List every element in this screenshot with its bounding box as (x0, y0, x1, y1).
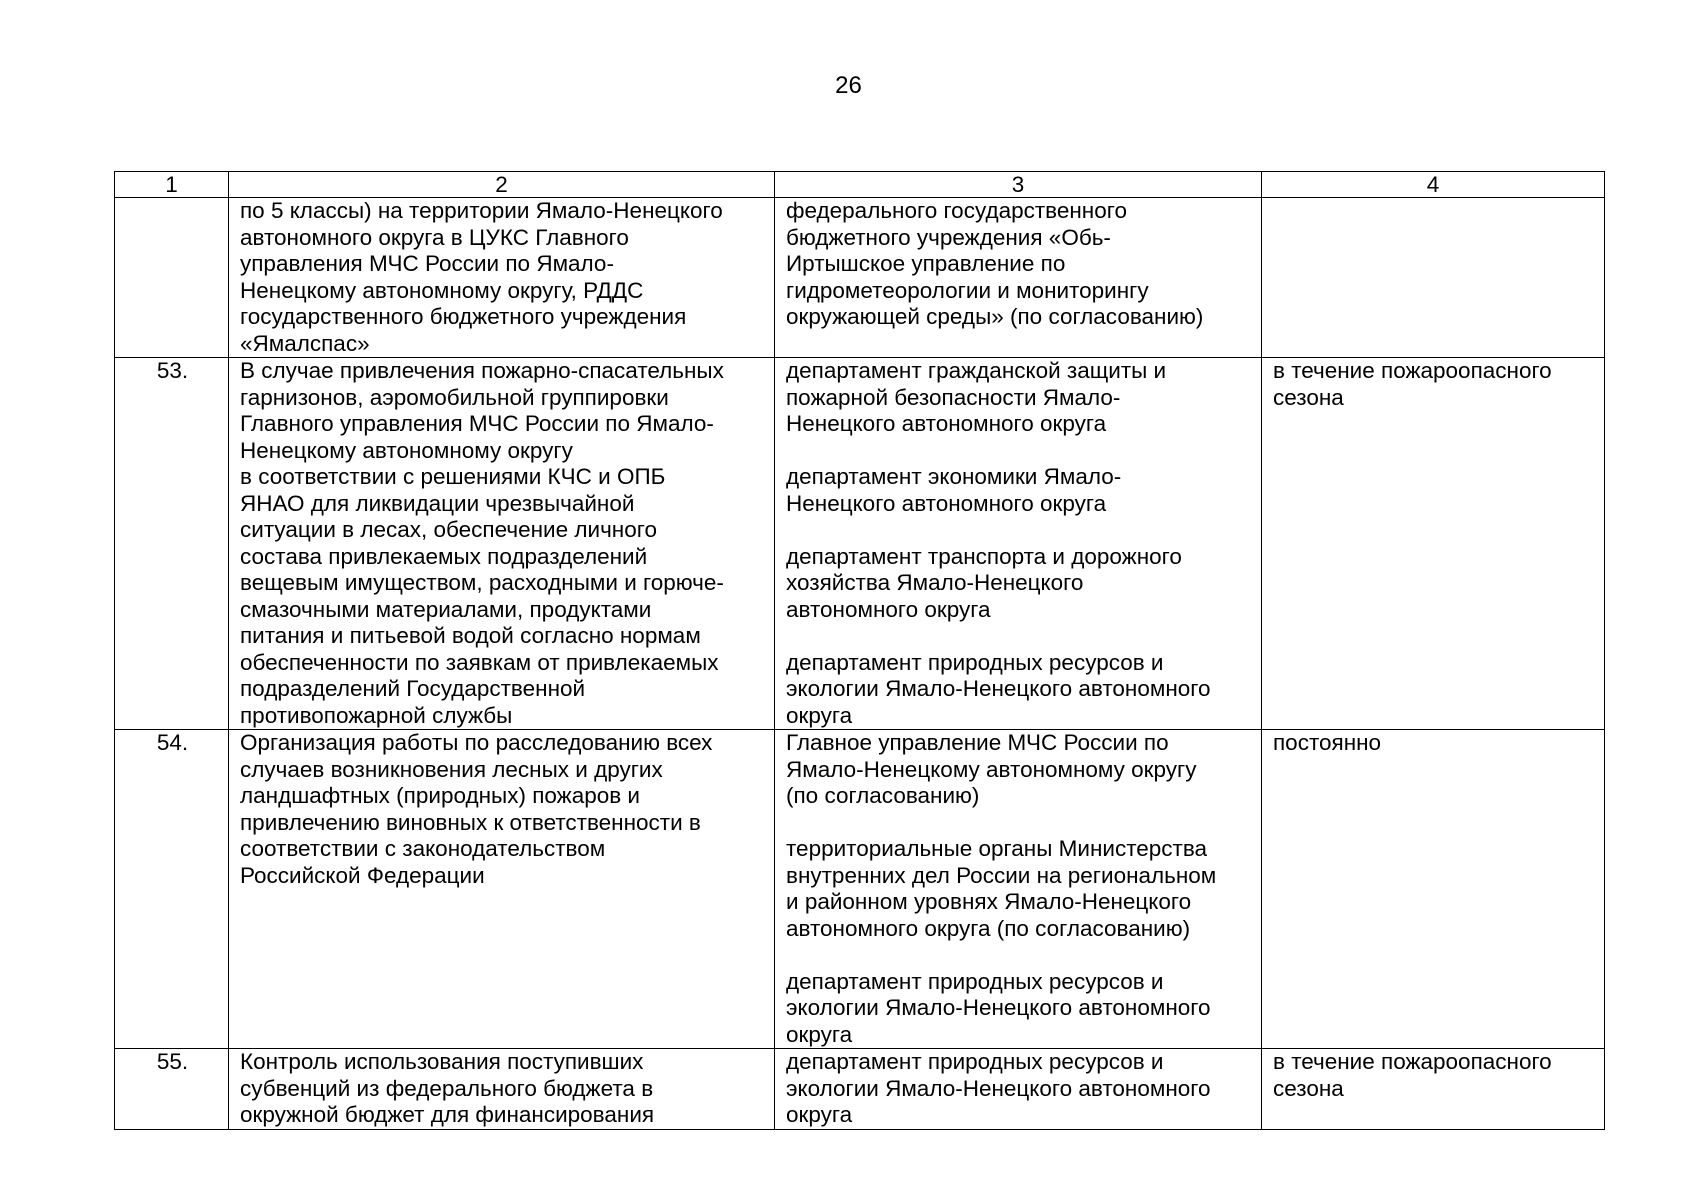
executor-text-line: внутренних дел России на региональном (786, 862, 1217, 888)
task-text-line: В случае привлечения пожарно-спасательных (240, 358, 724, 383)
executor-text-line: департамент транспорта и дорожного (786, 543, 1182, 569)
executor-text-line: экологии Ямало-Ненецкого автономного (786, 676, 1211, 701)
deadline-cell (1262, 1049, 1605, 1130)
table-row (115, 198, 1605, 358)
task-text-line: ландшафтных (природных) пожаров и (240, 783, 641, 808)
deadline-text-line: сезона (1273, 1075, 1344, 1101)
executor-entry (786, 198, 1252, 331)
task-text-line: обеспеченности по заявкам от привлекаемых (240, 649, 719, 675)
page-number: 26 (835, 72, 862, 99)
header-col-3: 3 (775, 172, 1262, 198)
task-text-line: гарнизонов, аэромобильной группировки (240, 384, 669, 410)
executor-text-line: пожарной безопасности Ямало- (786, 384, 1121, 410)
task-text-line: «Ямалспас» (240, 330, 370, 356)
executor-text-line: округа (786, 1102, 853, 1127)
task-text-line: питания и питьевой водой согласно нормам (240, 623, 701, 648)
row-number-cell: 54. (115, 730, 229, 1049)
executor-entry (786, 969, 1252, 1049)
table-row (115, 358, 1605, 730)
executor-entry (786, 1049, 1252, 1129)
executor-text-line: федерального государственного (786, 198, 1127, 223)
executor-cell (775, 198, 1262, 358)
task-text-line: случаев возникновения лесных и других (240, 756, 663, 782)
executor-entry (786, 836, 1252, 942)
deadline-text-line: в течение пожароопасного (1273, 1049, 1552, 1074)
task-text-line: субвенций из федерального бюджета в (240, 1075, 654, 1101)
task-text-line: подразделений Государственной (240, 676, 586, 701)
executor-text-line: территориальные органы Министерства (786, 836, 1208, 861)
row-number-cell: 55. (115, 1049, 229, 1130)
executor-text-line: Ненецкого автономного округа (786, 411, 1107, 436)
table-header-row (115, 172, 1605, 198)
executor-cell (775, 730, 1262, 1049)
task-text-line: управления МЧС России по Ямало- (240, 251, 614, 276)
executor-text-line: Иртышское управление по (786, 251, 1066, 276)
table-body (115, 198, 1605, 1130)
task-text-line: в соответствии с решениями КЧС и ОПБ (240, 464, 666, 489)
task-text-line: противопожарной службы (240, 702, 513, 728)
measures-table (114, 171, 1605, 1130)
executor-text-line: департамент природных ресурсов и (786, 649, 1164, 675)
task-text-line: Ненецкому автономному округу (240, 437, 573, 463)
executor-text-line: округа (786, 702, 853, 728)
executor-text-line: округа (786, 1021, 853, 1047)
task-text-line: Контроль использования поступивших (240, 1049, 644, 1074)
table-row (115, 1049, 1605, 1130)
header-col-2: 2 (229, 172, 775, 198)
executor-text-line: Ненецкого автономного округа (786, 490, 1107, 516)
deadline-cell (1262, 730, 1605, 1049)
table-row (115, 730, 1605, 1049)
task-text-line: вещевым имуществом, расходными и горюче- (240, 570, 724, 595)
task-cell (229, 1049, 775, 1130)
executor-entry (786, 464, 1252, 517)
executor-text-line: департамент природных ресурсов и (786, 1049, 1164, 1074)
task-text-line: Главного управления МЧС России по Ямало- (240, 411, 714, 436)
header-col-1: 1 (115, 172, 229, 198)
task-cell (229, 730, 775, 1049)
task-text-line: автономного округа в ЦУКС Главного (240, 224, 629, 250)
task-text-line: состава привлекаемых подразделений (240, 543, 648, 569)
executor-text-line: и районном уровнях Ямало-Ненецкого (786, 889, 1192, 914)
task-text-line: смазочными материалами, продуктами (240, 596, 652, 622)
executor-text-line: автономного округа (786, 596, 991, 622)
executor-entry (786, 544, 1252, 624)
deadline-text-line: постоянно (1273, 730, 1382, 755)
executor-text-line: окружающей среды» (по согласованию) (786, 304, 1204, 329)
task-text-line: ситуации в лесах, обеспечение личного (240, 517, 657, 542)
executor-cell (775, 1049, 1262, 1130)
task-text-line: по 5 классы) на территории Ямало-Ненецкого (240, 198, 723, 223)
deadline-text-line: сезона (1273, 384, 1344, 410)
executor-text-line: экологии Ямало-Ненецкого автономного (786, 1075, 1211, 1101)
executor-text-line: (по согласованию) (786, 783, 980, 808)
task-text-line: Российской Федерации (240, 862, 485, 888)
task-text-line: привлечению виновных к ответственности в (240, 809, 701, 835)
executor-text-line: Ямало-Ненецкому автономному округу (786, 756, 1197, 782)
executor-text-line: департамент природных ресурсов и (786, 968, 1164, 994)
task-cell (229, 198, 775, 358)
executor-text-line: бюджетного учреждения «Обь- (786, 224, 1111, 250)
executor-text-line: автономного округа (по согласованию) (786, 915, 1191, 941)
executor-cell (775, 358, 1262, 730)
task-text-line: соответствии с законодательством (240, 836, 606, 861)
executor-text-line: хозяйства Ямало-Ненецкого (786, 570, 1084, 595)
row-number-cell: 53. (115, 358, 229, 730)
row-number-cell (115, 198, 229, 358)
executor-entry (786, 730, 1252, 810)
executor-text-line: гидрометеорологии и мониторингу (786, 277, 1149, 303)
executor-text-line: Главное управление МЧС России по (786, 730, 1169, 755)
task-text-line: государственного бюджетного учреждения (240, 304, 687, 329)
executor-entry (786, 650, 1252, 730)
task-text-line: Организация работы по расследованию всех (240, 730, 713, 755)
task-text-line: окружной бюджет для финансирования (240, 1102, 655, 1127)
deadline-text-line: в течение пожароопасного (1273, 358, 1552, 383)
executor-text-line: департамент гражданской защиты и (786, 358, 1167, 383)
executor-text-line: департамент экономики Ямало- (786, 464, 1122, 489)
executor-text-line: экологии Ямало-Ненецкого автономного (786, 995, 1211, 1020)
deadline-cell (1262, 198, 1605, 358)
task-text-line: ЯНАО для ликвидации чрезвычайной (240, 490, 635, 516)
header-col-4: 4 (1262, 172, 1605, 198)
task-text-line: Ненецкому автономному округу, РДДС (240, 277, 644, 303)
executor-entry (786, 358, 1252, 438)
task-cell (229, 358, 775, 730)
deadline-cell (1262, 358, 1605, 730)
